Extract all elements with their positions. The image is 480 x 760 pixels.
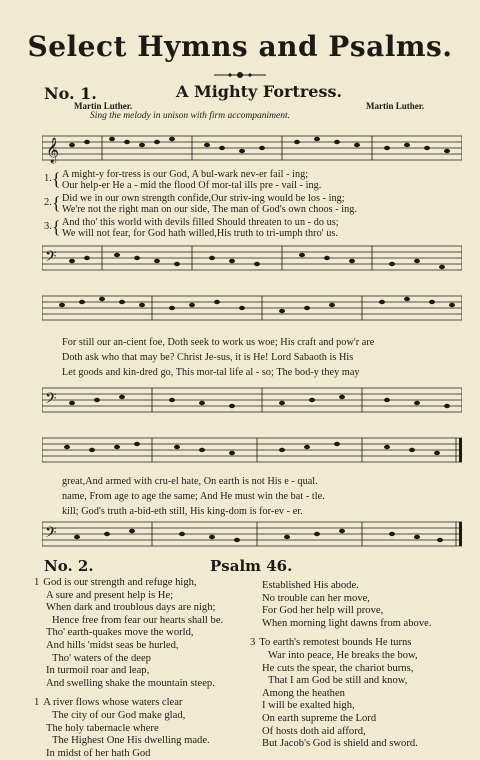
verse-brace: { <box>52 217 61 237</box>
lyric-line: A might-y for-tress is our God, A bul-wark nev-er fail - ing; <box>62 169 309 180</box>
psalm-line-text: Tho' earth-quakes move the world, <box>46 627 194 639</box>
psalm-line <box>250 726 431 739</box>
psalm-line <box>34 590 223 603</box>
psalm-line <box>250 605 431 618</box>
treble-staff-system-3 <box>42 428 462 474</box>
psalm-line-text: The city of our God make glad, <box>52 709 186 721</box>
stanza-gap <box>34 690 223 697</box>
psalm-line-text: That I am God be still and know, <box>268 675 408 687</box>
psalm-line <box>34 735 223 748</box>
lyric-line: great,And armed with cru-el hate, On earth is not His e - qual. <box>62 476 318 487</box>
psalm-line <box>34 602 223 615</box>
psalm-title: Psalm 46. <box>210 557 293 575</box>
psalm-line-text: War into peace, He breaks the bow, <box>268 649 418 661</box>
psalm-line <box>34 678 223 691</box>
verse-number-1: 1. <box>44 173 52 184</box>
title-ornament <box>210 70 270 80</box>
treble-staff-system-1 <box>42 120 462 172</box>
treble-staff-system-2 <box>42 286 462 332</box>
lyric-line: kill; God's truth a-bid-eth still, His king-dom is for-ev - er. <box>62 506 303 517</box>
lyric-line: And tho' this world with devils filled Should threaten to un - do us; <box>62 217 339 228</box>
bass-staff-system-1 <box>42 240 462 280</box>
psalm-line-text: And swelling shake the mountain steep. <box>46 677 215 689</box>
verse-brace: { <box>52 169 61 189</box>
psalm-line <box>34 640 223 653</box>
psalm-line-text: On earth supreme the Lord <box>262 712 377 724</box>
psalm-line <box>34 748 223 760</box>
psalm-line <box>34 627 223 640</box>
lyric-line: We're not the right man on our side, The man of God's own choos - ing. <box>62 204 358 215</box>
psalm-line-text: And hills 'midst seas be hurled, <box>46 639 179 651</box>
psalm-line-text: Among the heathen <box>262 687 345 699</box>
psalm-line-text: Tho' waters of the deep <box>52 652 151 664</box>
psalm-line-text: A river flows whose waters clear <box>43 697 183 709</box>
lyric-line: Our help-er He a - mid the flood Of mor-tal ills pre - vail - ing. <box>62 180 322 191</box>
psalm-line <box>34 615 223 628</box>
psalm-line <box>250 663 431 676</box>
psalm-line <box>34 723 223 736</box>
psalm-line <box>34 710 223 723</box>
lyric-line: We will not fear, for God hath willed,His truth to tri-umph thro' us. <box>62 228 338 239</box>
performance-instruction: Sing the melody in unison with firm accompaniment. <box>90 111 291 121</box>
psalm-line-text: No trouble can her move, <box>262 592 370 604</box>
psalm-line-text: In midst of her hath God <box>46 747 151 759</box>
lyric-line: For still our an-cient foe, Doth seek to work us woe; His craft and pow'r are <box>62 337 375 348</box>
psalm-line <box>34 697 223 710</box>
svg-text:𝄞: 𝄞 <box>46 137 60 162</box>
psalm-number: No. 2. <box>44 557 94 575</box>
svg-text:𝄢: 𝄢 <box>45 248 57 268</box>
verse-brace: { <box>52 193 61 213</box>
psalm-line-text: In turmoil roar and leap, <box>46 665 150 677</box>
psalm-right-column <box>250 580 431 751</box>
psalm-line <box>250 618 431 631</box>
psalm-line-text: Established His abode. <box>262 580 359 591</box>
svg-text:𝄢: 𝄢 <box>45 524 57 544</box>
page-title: Select Hymns and Psalms. <box>27 30 453 63</box>
lyric-line: name, From age to age the same; And He must win the bat - tle. <box>62 491 325 502</box>
words-credit: Martin Luther. <box>74 101 133 111</box>
psalm-line <box>250 675 431 688</box>
psalm-line <box>34 653 223 666</box>
psalm-line-text: But Jacob's God is shield and sword. <box>262 738 418 750</box>
psalm-line-text: Of hosts doth aid afford, <box>262 725 366 737</box>
psalm-line <box>250 593 431 606</box>
psalm-line-text: Hence free from fear our hearts shall be. <box>52 614 224 626</box>
psalm-line <box>250 738 431 751</box>
psalm-line-text: I will be exalted high, <box>262 700 355 712</box>
stanza-number: 1 <box>34 577 40 588</box>
lyric-line: Did we in our own strength confide,Our striv-ing would be los - ing; <box>62 193 345 204</box>
psalm-line-text: The Highest One His dwelling made. <box>52 735 210 747</box>
psalm-line <box>250 637 431 650</box>
psalm-line <box>250 650 431 663</box>
music-credit: Martin Luther. <box>366 101 425 111</box>
verse-number-2: 2. <box>44 197 52 208</box>
psalm-line-text: A sure and present help is He; <box>46 589 174 601</box>
lyric-line: Doth ask who that may be? Christ Je-sus, it is He! Lord Sabaoth is His <box>62 352 354 363</box>
psalm-line <box>250 580 431 593</box>
psalm-line-text: For God her help will prove, <box>262 605 384 617</box>
psalm-line-text: To earth's remotest bounds He turns <box>259 637 412 649</box>
bass-staff-system-3 <box>42 514 462 554</box>
psalm-line <box>34 577 223 590</box>
lyric-line: Let goods and kin-dred go, This mor-tal life al - so; The bod-y they may <box>62 367 360 378</box>
psalm-line-text: When dark and troublous days are nigh; <box>46 602 216 614</box>
stanza-number: 3 <box>250 637 256 649</box>
psalm-left-column <box>34 577 223 760</box>
hymn-title: A Mighty Fortress. <box>176 82 343 101</box>
hymn-number: No. 1. <box>44 84 97 103</box>
verse-number-3: 3. <box>44 221 52 232</box>
svg-text:𝄢: 𝄢 <box>45 390 57 410</box>
psalm-line <box>250 700 431 713</box>
stanza-number: 1 <box>34 697 40 709</box>
psalm-line-text: He cuts the spear, the chariot burns, <box>262 662 414 674</box>
stanza-gap <box>250 630 431 637</box>
psalm-line-text: God is our strength and refuge high, <box>43 577 197 588</box>
psalm-line <box>250 713 431 726</box>
psalm-line-text: When morning light dawns from above. <box>262 617 432 629</box>
psalm-line-text: The holy tabernacle where <box>46 722 159 734</box>
psalm-line <box>34 665 223 678</box>
psalm-line <box>250 688 431 701</box>
bass-staff-system-2 <box>42 380 462 420</box>
